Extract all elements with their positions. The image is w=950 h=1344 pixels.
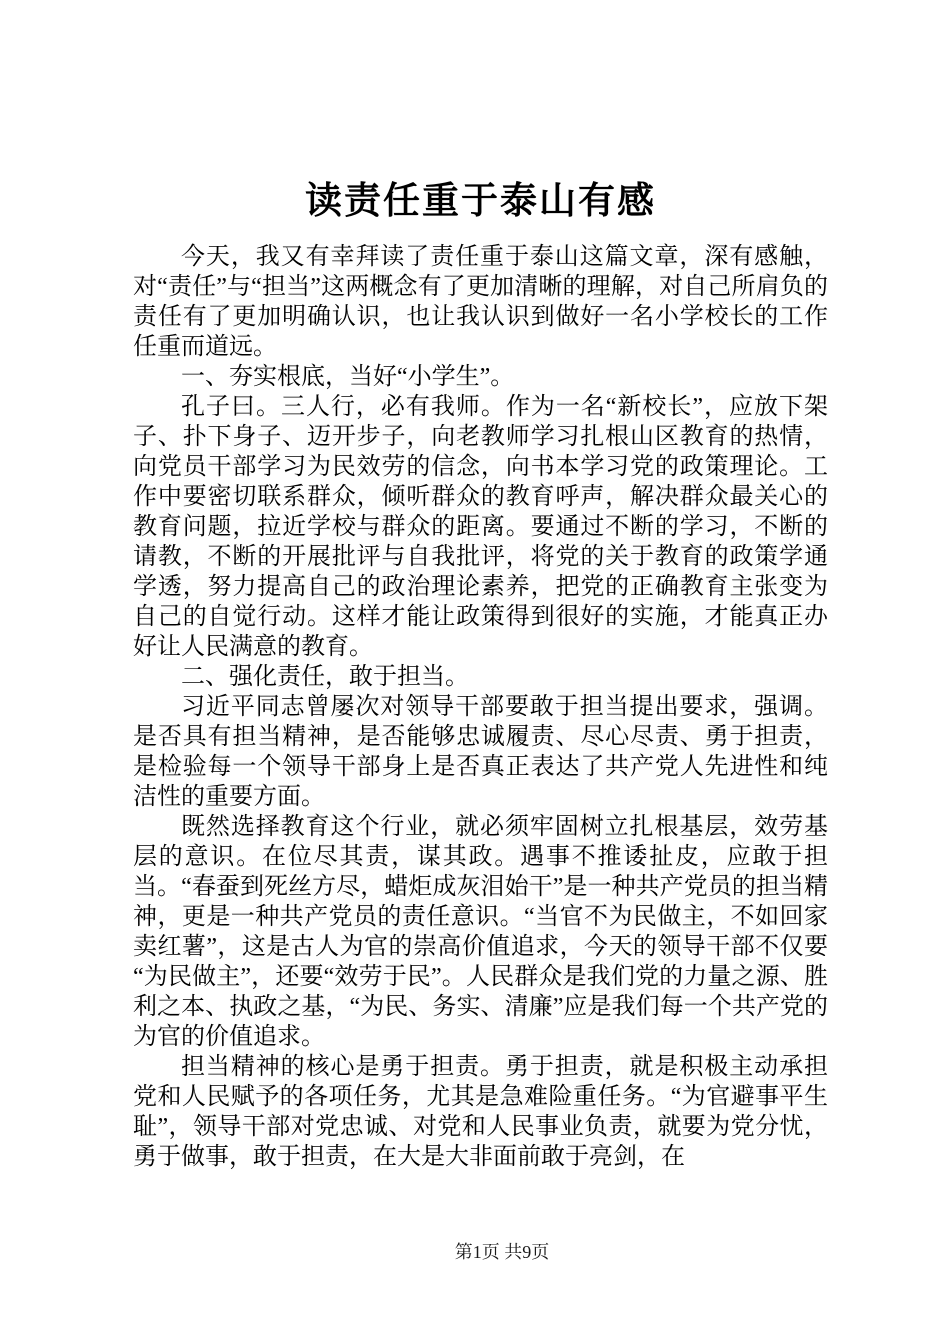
- section-heading-1: 一、夯实根底，当好“小学生”。: [181, 364, 515, 390]
- document-title: 读责任重于泰山有感: [305, 181, 656, 222]
- paragraph-intro: 今天，我又有幸拜读了责任重于泰山这篇文章，深有感触，对“责任”与“担当”这两概念有了更加清晰的理解，对自己所肩负的责任有了更加明确认识，也让我认识到做好一名小学校长的工作任重而道远。: [133, 244, 828, 360]
- footer-page-number: 第1页 共9页: [454, 1242, 550, 1262]
- paragraph-section2-body-3: 担当精神的核心是勇于担责。勇于担责，就是积极主动承担党和人民赋予的各项任务，尤其是急难险重任务。“为官避事平生耻”，领导干部对党忠诚、对党和人民事业负责，就要为党分忧，勇于做事，敢于担责，在大是大非面前敢于亮剑，在: [133, 1054, 828, 1170]
- paragraph-section1-body: 孔子曰。三人行，必有我师。作为一名“新校长”，应放下架子、扑下身子、迈开步子，向老教师学习扎根山区教育的热情，向党员干部学习为民效劳的信念，向书本学习党的政策理论。工作中要密切联系群众，倾听群众的教育呼声，解决群众最关心的教育问题，拉近学校与群众的距离。要通过不断的学习，不断的请教，不断的开展批评与自我批评，将党的关于教育的政策学通学透，努力提高自己的政治理论素养，把党的正确教育主张变为自己的自觉行动。这样才能让政策得到很好的实施，才能真正办好让人民满意的教育。: [133, 394, 828, 660]
- section-heading-2: 二、强化责任，敢于担当。: [181, 664, 469, 690]
- paragraph-section2-body-2: 既然选择教育这个行业，就必须牢固树立扎根基层，效劳基层的意识。在位尽其责，谋其政。遇事不推诿扯皮，应敢于担当。“春蚕到死丝方尽，蜡炬成灰泪始干”是一种共产党员的担当精神，更是一种共产党员的责任意识。“当官不为民做主，不如回家卖红薯”，这是古人为官的崇高价值追求，今天的领导干部不仅要“为民做主”，还要“效劳于民”。人民群众是我们党的力量之源、胜利之本、执政之基，“为民、务实、清廉”应是我们每一个共产党的为官的价值追求。: [133, 814, 828, 1050]
- paragraph-section2-body-1: 习近平同志曾屡次对领导干部要敢于担当提出要求，强调。是否具有担当精神，是否能够忠诚履责、尽心尽责、勇于担责，是检验每一个领导干部身上是否真正表达了共产党人先进性和纯洁性的重要方面。: [133, 694, 828, 810]
- document-body: [133, 242, 828, 1172]
- document-content: [133, 0, 828, 1172]
